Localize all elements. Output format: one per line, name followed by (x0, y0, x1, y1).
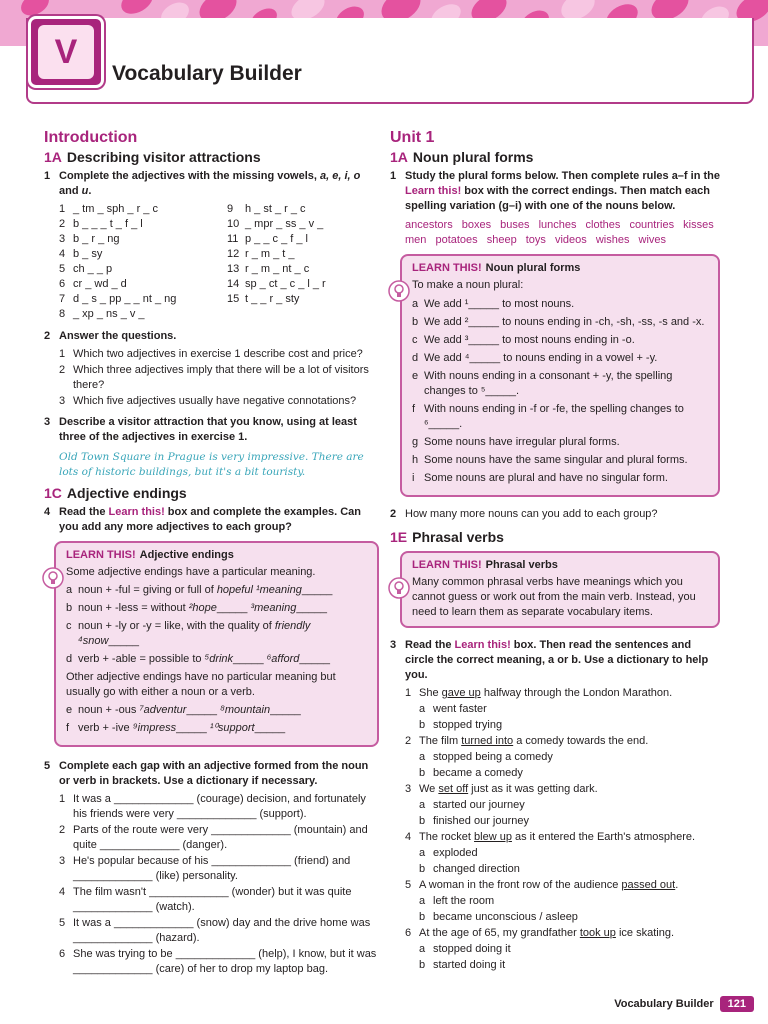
footer-label: Vocabulary Builder (614, 998, 714, 1010)
right-column (390, 130, 720, 974)
list-item: 4 The rocket blew up as it entered the Earth's atmosphere. a exploded b changed direction (405, 831, 696, 875)
unit-badge (28, 16, 104, 88)
list-item: 2 Parts of the route were very _____________ (mountain) and quite _____________ (danger). (59, 824, 368, 851)
list-item: 3 b _ r _ ng (59, 233, 120, 245)
exercise-2-items (59, 347, 379, 409)
learn-this-heading: LEARN THIS! Phrasal verbs (412, 559, 558, 571)
exercise-1-instruction: 1 Complete the adjectives with the missing vowels, a, e, i, o and u. (44, 170, 361, 197)
rule-c: c noun + -ly or -y = like, with the quality of friendly ⁴snow_____ (66, 620, 311, 647)
list-item: 5 ch _ _ p (59, 263, 113, 275)
rule-c: c We add ³_____ to most nouns ending in -o. (412, 334, 635, 346)
list-item: 8 _ xp _ ns _ v _ (59, 308, 145, 320)
list-item: 2 Which three adjectives imply that there will be a lot of visitors there? (59, 364, 369, 391)
rule-f: f With nouns ending in -f or -fe, the spelling changes to ⁶_____. (412, 403, 684, 430)
exercise-3-items (405, 686, 720, 973)
list-item: 13 r _ m _ nt _ c (227, 263, 310, 275)
list-item: 11 p _ _ c _ f _ l (227, 233, 308, 245)
section-heading: Introduction (44, 129, 138, 146)
exercise-1-instruction: 1 Study the plural forms below. Then complete rules a–f in the Learn this! box with the correct endings. Then match each spelling variation (g–i) with one of the nouns below. (390, 170, 720, 212)
list-item: 6 She was trying to be _____________ (help), I know, but it was _____________ (care) of her to drop my laptop bag. (59, 948, 377, 975)
page-number: 121 (720, 996, 754, 1012)
list-item: 1 Which two adjectives in exercise 1 describe cost and price? (59, 348, 363, 360)
rule-d: d We add ⁴_____ to nouns ending in a vowel + -y. (412, 352, 658, 364)
list-item: 12 r _ m _ t _ (227, 248, 295, 260)
learn-this-box-adjective-endings (54, 541, 379, 747)
learn-this-heading: LEARN THIS! Noun plural forms (412, 262, 581, 274)
rule-e: e noun + -ous ⁷adventur_____ ⁸mountain_____ (66, 704, 301, 716)
list-item: 10 _ mpr _ ss _ v _ (227, 218, 324, 230)
list-item: 1 It was a _____________ (courage) decision, and fortunately his friends were very _____________ (support). (59, 793, 366, 820)
lightbulb-icon (42, 567, 64, 589)
learn-this-heading: LEARN THIS! Adjective endings (66, 549, 234, 561)
list-item: 3 Which five adjectives usually have negative connotations? (59, 395, 357, 407)
rule-f: f verb + -ive ⁹impress_____ ¹⁰support_____ (66, 722, 286, 734)
list-item: 7 d _ s _ pp _ _ nt _ ng (59, 293, 177, 305)
learn-this-intro: Some adjective endings have a particular meaning. (66, 566, 316, 578)
model-answer: Old Town Square in Prague is very impressive. There are lots of historic buildings, but it's a bit touristy. (59, 451, 364, 478)
learn-this-intro: To make a noun plural: (412, 279, 524, 291)
word-bank: ancestors boxes buses lunches clothes countries kisses men potatoes sheep toys videos wishes wives (405, 219, 714, 246)
exercise-3-instruction: 3 Describe a visitor attraction that you know, using at least three of the adjectives in exercise 1. (44, 416, 357, 443)
learn-this-box-phrasal-verbs (400, 551, 720, 628)
page-footer (614, 996, 754, 1012)
rule-a: a noun + -ful = giving or full of hopeful ¹meaning_____ (66, 584, 333, 596)
list-item: 2 The film turned into a comedy towards the end. a stopped being a comedy b became a comedy (405, 735, 649, 779)
learn-this-other: Other adjective endings have no particular meaning but usually go with either a noun or a verb. (66, 671, 336, 698)
rule-d: d verb + -able = possible to ⁵drink_____ ⁶afford_____ (66, 653, 330, 665)
list-item: 14 sp _ ct _ c _ l _ r (227, 278, 326, 290)
subsection-1a: 1A Describing visitor attractions (44, 149, 261, 165)
list-item: 3 We set off just as it was getting dark. a started our journey b finished our journey (405, 783, 598, 827)
rule-b: b We add ²_____ to nouns ending in -ch, -sh, -ss, -s and -x. (412, 316, 705, 328)
list-item: 1 _ tm _ sph _ r _ c (59, 203, 158, 215)
list-item: 5 A woman in the front row of the audience passed out. a left the room b became unconscious / asleep (405, 879, 679, 923)
lightbulb-icon (388, 577, 410, 599)
list-item: 4 b _ sy (59, 248, 103, 260)
rule-a: a We add ¹_____ to most nouns. (412, 298, 575, 310)
header-frame (26, 18, 754, 104)
subsection-1a-noun-plurals: 1A Noun plural forms (390, 149, 534, 165)
rule-b: b noun + -less = without ²hope_____ ³meaning_____ (66, 602, 327, 614)
exercise-2-instruction: 2 Answer the questions. (44, 330, 177, 342)
rule-e: e With nouns ending in a consonant + -y, the spelling changes to ⁵_____. (412, 370, 673, 397)
learn-this-text: Many common phrasal verbs have meanings which you cannot guess or work out from the main verb. Instead, you need to learn them as separate vocabulary items. (412, 576, 696, 618)
list-item: 1 She gave up halfway through the London Marathon. a went faster b stopped trying (405, 687, 673, 731)
exercise-1-items (59, 202, 379, 322)
lightbulb-icon (388, 280, 410, 302)
list-item: 3 He's popular because of his _____________ (friend) and _____________ (like) personality. (59, 855, 351, 882)
exercise-5-instruction: 5 Complete each gap with an adjective formed from the noun or verb in brackets. Use a dictionary if necessary. (44, 760, 369, 787)
exercise-4-instruction: 4 Read the Learn this! box and complete the examples. Can you add any more adjectives to each group? (44, 506, 361, 533)
exercise-2-instruction: 2 How many more nouns can you add to each group? (390, 508, 658, 520)
list-item: 9 h _ st _ r _ c (227, 203, 306, 215)
section-heading: Unit 1 (390, 129, 435, 146)
subsection-1c: 1C Adjective endings (44, 485, 187, 501)
learn-this-box-noun-plurals (400, 254, 720, 497)
rule-i: i Some nouns are plural and have no singular form. (412, 472, 668, 484)
exercise-3-instruction: 3 Read the Learn this! box. Then read the sentences and circle the correct meaning, a or b. Use a dictionary to help you. (390, 639, 709, 681)
left-column (44, 130, 379, 978)
list-item: 4 The film wasn't _____________ (wonder) but it was quite _____________ (watch). (59, 886, 352, 913)
page-title: Vocabulary Builder (112, 62, 302, 85)
subsection-1e: 1E Phrasal verbs (390, 529, 504, 545)
list-item: 6 At the age of 65, my grandfather took up ice skating. a stopped doing it b started doing it (405, 927, 675, 971)
exercise-5-items (59, 792, 379, 977)
rule-h: h Some nouns have the same singular and plural forms. (412, 454, 688, 466)
list-item: 2 b _ _ _ t _ f _ l (59, 218, 143, 230)
list-item: 6 cr _ wd _ d (59, 278, 127, 290)
rule-g: g Some nouns have irregular plural forms. (412, 436, 620, 448)
list-item: 15 t _ _ r _ sty (227, 293, 300, 305)
list-item: 5 It was a _____________ (snow) day and the drive home was _____________ (hazard). (59, 917, 371, 944)
unit-letter: V (38, 25, 94, 79)
